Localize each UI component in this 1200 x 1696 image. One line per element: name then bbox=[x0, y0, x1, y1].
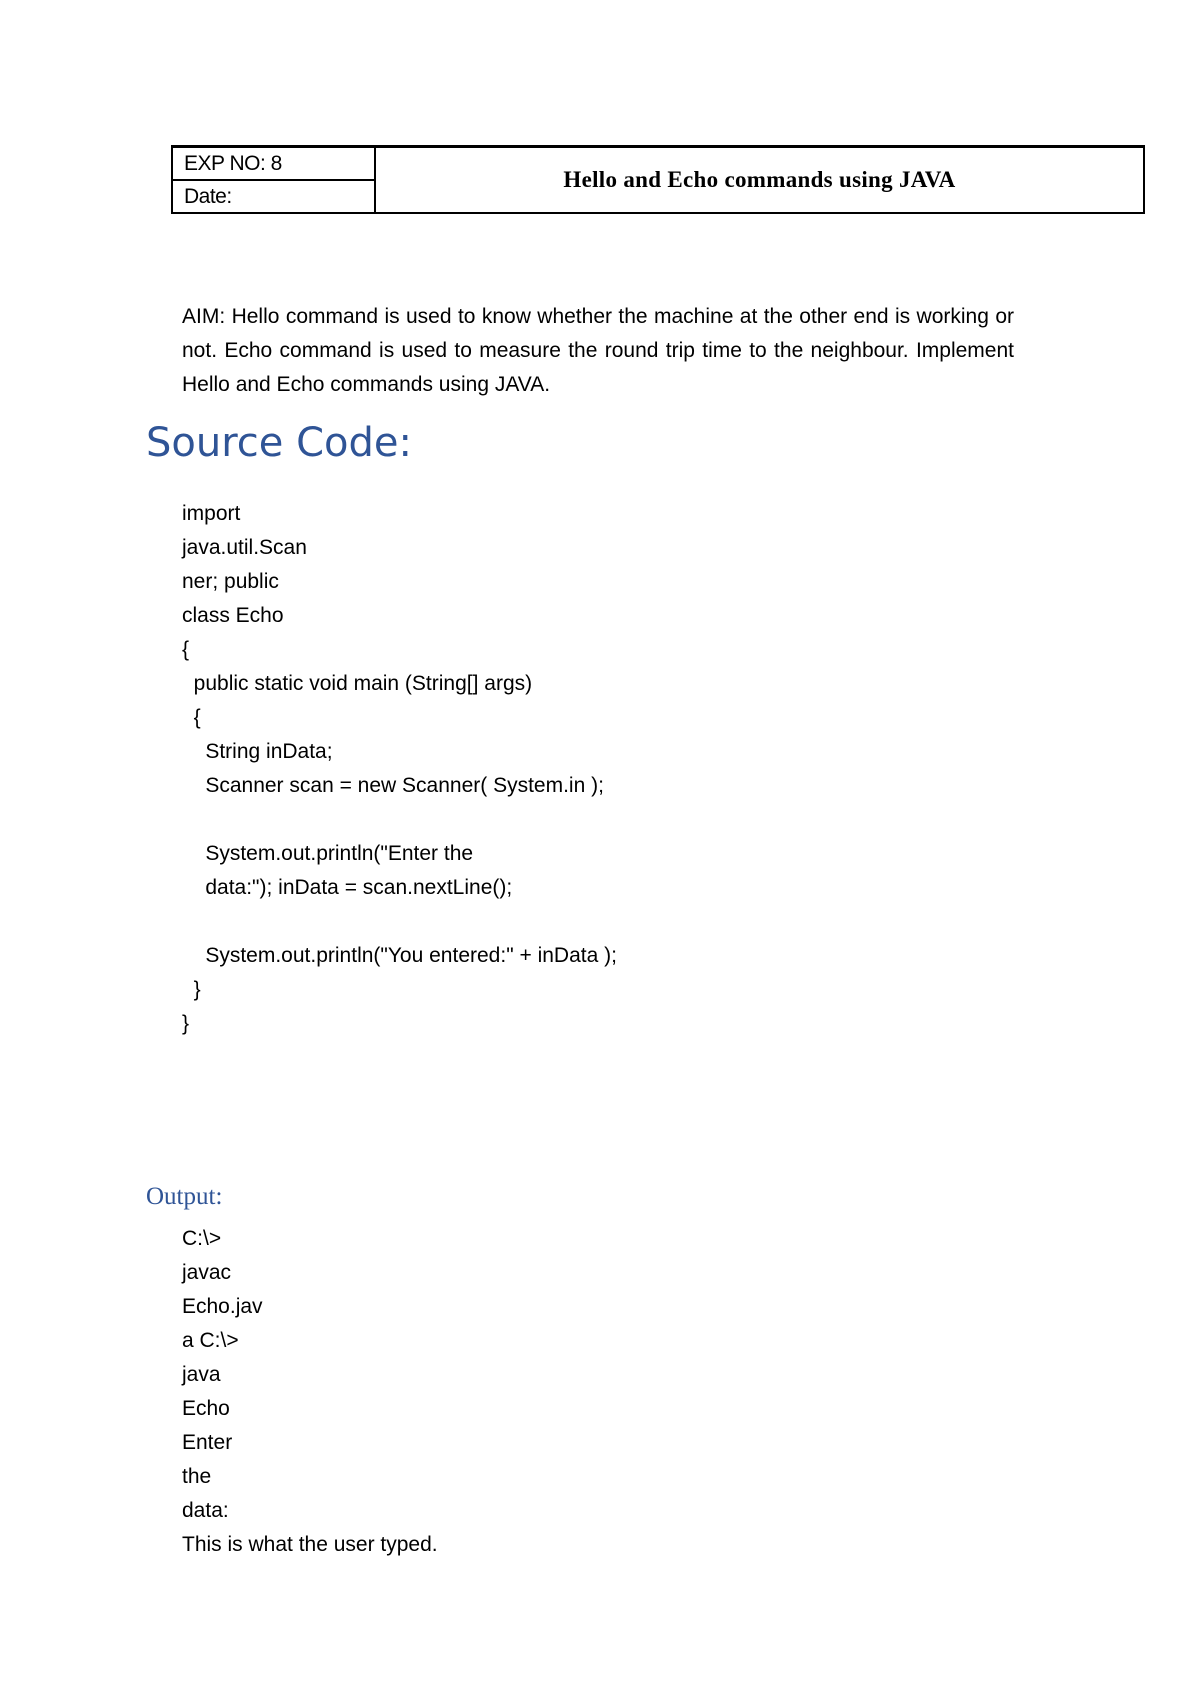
aim-text: Hello command is used to know whether the machine at the other end is working or not. Echo command is used to measure the round trip time to the neighbour. Implement Hello and Echo commands using JAVA. bbox=[182, 305, 1014, 396]
code-line: { bbox=[182, 706, 201, 729]
header-left-column bbox=[173, 148, 376, 212]
aim-label: AIM: bbox=[182, 305, 226, 328]
code-line: String inData; bbox=[182, 740, 333, 763]
output-line: This is what the user typed. bbox=[182, 1533, 438, 1556]
output-line: Echo bbox=[182, 1397, 230, 1420]
output-line: Echo.jav bbox=[182, 1295, 263, 1318]
code-line: class Echo bbox=[182, 604, 284, 627]
output-heading: Output: bbox=[146, 1183, 223, 1210]
output-line: C:\> bbox=[182, 1227, 222, 1250]
code-line: } bbox=[182, 1012, 190, 1035]
code-line: } bbox=[182, 978, 201, 1001]
code-line: import bbox=[182, 502, 241, 525]
source-code-block bbox=[182, 497, 617, 1041]
date-cell: Date: bbox=[184, 184, 232, 208]
output-line: java bbox=[182, 1363, 221, 1386]
experiment-title: Hello and Echo commands using JAVA bbox=[563, 167, 956, 192]
output-line: a C:\> bbox=[182, 1329, 239, 1352]
source-code-heading: Source Code: bbox=[146, 420, 412, 466]
output-line: the bbox=[182, 1465, 212, 1488]
output-line: Enter bbox=[182, 1431, 233, 1454]
code-line: Scanner scan = new Scanner( System.in ); bbox=[182, 774, 604, 797]
code-line: { bbox=[182, 638, 190, 661]
exp-no-cell: EXP NO: 8 bbox=[173, 148, 374, 181]
code-line bbox=[182, 803, 617, 837]
output-line: data: bbox=[182, 1499, 229, 1522]
code-line: System.out.println("Enter the bbox=[182, 842, 474, 865]
code-line: ner; public bbox=[182, 570, 279, 593]
code-line: System.out.println("You entered:" + inData ); bbox=[182, 944, 617, 967]
code-line: java.util.Scan bbox=[182, 536, 307, 559]
code-line: public static void main (String[] args) bbox=[182, 672, 533, 695]
output-line: javac bbox=[182, 1261, 232, 1284]
code-line bbox=[182, 905, 617, 939]
output-block bbox=[182, 1222, 438, 1562]
aim-paragraph bbox=[182, 300, 1014, 402]
header-table bbox=[171, 145, 1145, 214]
code-line: data:"); inData = scan.nextLine(); bbox=[182, 876, 513, 899]
